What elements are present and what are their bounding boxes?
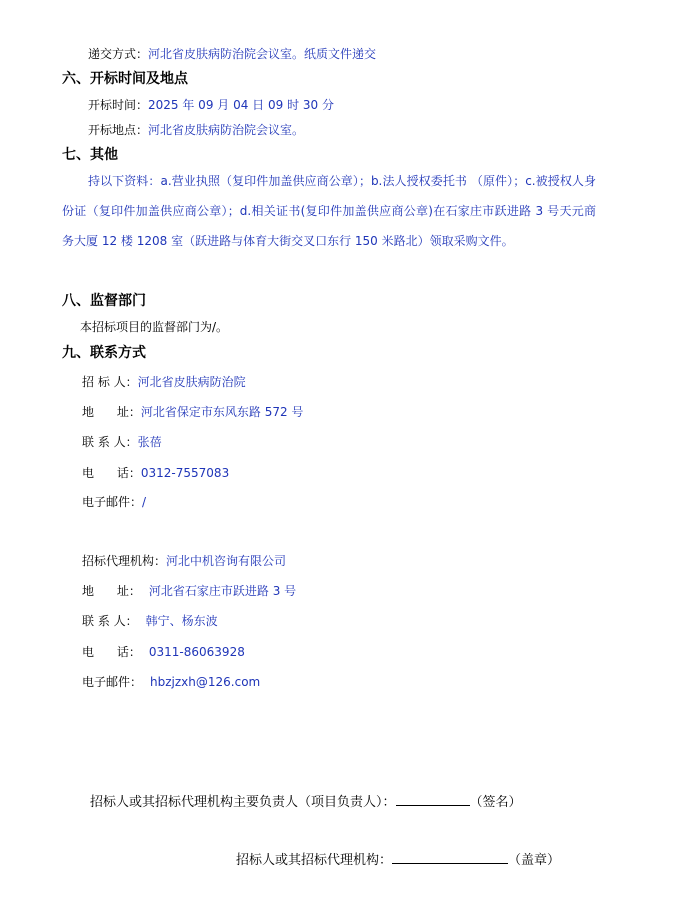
tenderer-email-row (82, 494, 146, 510)
tenderer-name-label: 招 标 人： (82, 375, 138, 389)
signature-line1-suffix: （签名） (469, 795, 522, 810)
section7-title: 七、其他 (62, 147, 118, 163)
tenderer-phone-value: 0312-7557083 (140, 466, 230, 480)
tenderer-name-row (82, 374, 246, 390)
agency-phone-value: 0311-86063928 (148, 645, 245, 659)
seal-blank[interactable] (392, 851, 508, 864)
opening-time (88, 97, 334, 113)
tenderer-phone-row (82, 465, 229, 481)
signature-line2-suffix: （盖章） (508, 853, 561, 868)
opening-place-label: 开标地点： (88, 123, 149, 137)
agency-address-row (82, 583, 296, 599)
agency-contact-label: 联 系 人： (82, 614, 138, 628)
agency-name-label: 招标代理机构： (82, 554, 167, 568)
tenderer-address-value: 河北省保定市东风东路 572 号 (140, 405, 304, 419)
agency-name-value: 河北中机咨询有限公司 (166, 554, 287, 568)
tenderer-email-value: / (142, 495, 147, 509)
signature-blank[interactable] (396, 793, 470, 806)
delivery-method (88, 46, 376, 62)
tenderer-contact-row (82, 434, 162, 450)
tenderer-contact-label: 联 系 人： (82, 435, 138, 449)
agency-address-label: 地 址： (82, 584, 141, 598)
agency-contact-row (82, 613, 218, 629)
tenderer-contact-value: 张蓓 (137, 435, 162, 449)
agency-email-label: 电子邮件： (82, 675, 143, 689)
section8-title: 八、监督部门 (62, 293, 146, 309)
agency-phone-label: 电 话： (82, 645, 141, 659)
signature-line2-prefix: 招标人或其招标代理机构： (236, 853, 393, 868)
opening-place-value: 河北省皮肤病防治院会议室。 (148, 123, 305, 137)
delivery-value: 河北省皮肤病防治院会议室。纸质文件递交 (148, 47, 377, 61)
opening-time-value: 2025 年 09 月 04 日 09 时 30 分 (148, 98, 334, 112)
tenderer-address-label: 地 址： (82, 405, 141, 419)
tenderer-address-row (82, 404, 303, 420)
tenderer-name-value: 河北省皮肤病防治院 (137, 375, 246, 389)
section7-text: 持以下资料：a.营业执照（复印件加盖供应商公章）；b.法人授权委托书 （原件）；c.被授权人身份证（复印件加盖供应商公章）；d.相关证书(复印件加盖供应商公章)在石家庄市跃进路 3 号天元商务大厦 12 楼 1208 室（跃进路与体育大街交叉口东行 150 米路北）领取采购文件。 (62, 174, 596, 248)
signature-line1-prefix: 招标人或其招标代理机构主要负责人（项目负责人）： (90, 795, 396, 810)
opening-time-label: 开标时间： (88, 98, 149, 112)
agency-email-value: hbzjzxh@126.com (150, 675, 261, 689)
section8-text: 本招标项目的监督部门为/。 (80, 320, 229, 334)
section6-title: 六、开标时间及地点 (62, 71, 188, 87)
agency-address-value: 河北省石家庄市跃进路 3 号 (148, 584, 297, 598)
section9-title: 九、联系方式 (62, 345, 146, 361)
agency-name-row (82, 553, 286, 569)
agency-phone-row (82, 644, 245, 660)
signature-line-responsible-person (90, 793, 522, 812)
tenderer-email-label: 电子邮件： (82, 495, 143, 509)
delivery-label: 递交方式： (88, 47, 149, 61)
agency-contact-value: 韩宁、杨东波 (145, 614, 218, 628)
opening-place (88, 122, 304, 138)
agency-email-row (82, 674, 260, 690)
tenderer-phone-label: 电 话： (82, 466, 141, 480)
seal-line-agency (236, 851, 560, 870)
